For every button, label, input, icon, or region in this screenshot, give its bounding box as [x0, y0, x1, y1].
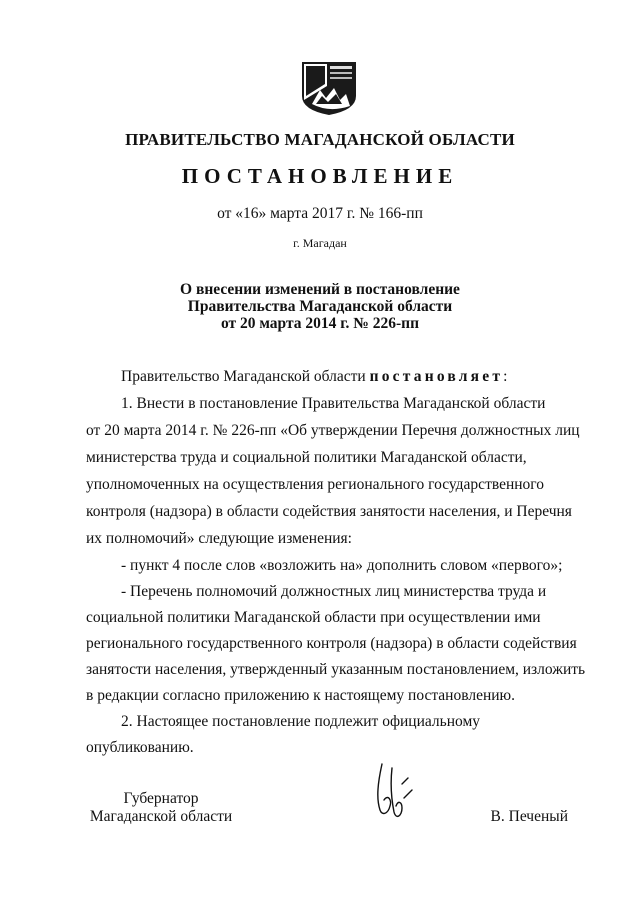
organization-title: ПРАВИТЕЛЬСТВО МАГАДАНСКОЙ ОБЛАСТИ — [125, 130, 515, 149]
document-subject — [0, 281, 640, 332]
bullet-item-1: - пункт 4 после слов «возложить на» дополнить словом «первого»; — [121, 557, 563, 574]
subject-line: от 20 марта 2014 г. № 226-пп — [220, 315, 420, 332]
paragraph-1-line: их полномочий» следующие изменения: — [86, 530, 352, 547]
subject-line: Правительства Магаданской области — [187, 298, 453, 315]
document-city: г. Магадан — [293, 236, 347, 250]
subject-line: О внесении изменений в постановление — [180, 281, 460, 298]
bullet-item-2-line: социальной политики Магаданской области при осуществлении ими — [86, 609, 541, 626]
bullet-item-2-line: регионального государственного контроля (надзора) в области содействия — [86, 635, 577, 652]
preamble-line — [121, 368, 568, 386]
paragraph-2-line: опубликованию. — [86, 739, 194, 756]
bullet-item-2-line: - Перечень полномочий должностных лиц министерства труда и — [121, 583, 547, 600]
signatory-region: Магаданской области — [89, 808, 233, 825]
paragraph-1-line: министерства труда и социальной политики Магаданской области, — [86, 449, 527, 466]
preamble-text: Правительство Магаданской области — [121, 368, 366, 385]
line-text: 1. Внести в постановление Правительства Магаданской области — [121, 395, 546, 412]
document-date-number: от «16» марта 2017 г. № 166-пп — [217, 205, 423, 222]
paragraph-2-line: 2. Настоящее постановление подлежит официальному — [121, 713, 481, 730]
paragraph-1-line — [121, 395, 568, 413]
signatory-position: Губернатор — [123, 790, 199, 807]
paragraph-1-line: контроля (надзора) в области содействия занятости населения, и Перечня — [86, 503, 572, 520]
signatory-name: В. Печеный — [490, 808, 568, 825]
signatory-title — [86, 790, 236, 826]
bullet-item-2-line: в редакции согласно приложению к настоящему постановлению. — [86, 687, 515, 704]
document-type-heading: ПОСТАНОВЛЕНИЕ — [181, 164, 459, 188]
bullet-item-2-line: занятости населения, утвержденный указанным постановлением, изложить — [86, 661, 586, 678]
handwritten-signature — [368, 758, 418, 828]
coat-of-arms-emblem — [300, 60, 358, 116]
preamble-verb: постановляет — [369, 368, 504, 385]
paragraph-1-line: от 20 марта 2014 г. № 226-пп «Об утверждении Перечня должностных лиц — [86, 422, 580, 439]
preamble-colon: : — [503, 368, 508, 385]
paragraph-1-line: уполномоченных на осуществления регионального государственного — [86, 476, 545, 493]
